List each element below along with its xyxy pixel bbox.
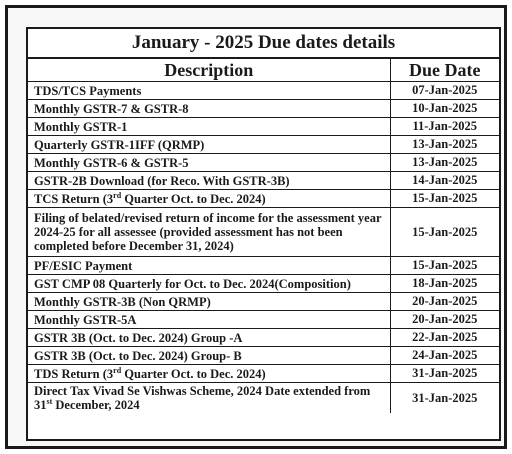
desc-text: Quarter Oct. to Dec. 2024) — [121, 366, 266, 381]
table-row — [28, 190, 499, 208]
row-description — [28, 365, 390, 383]
table-row — [28, 136, 499, 154]
row-due-date: 22-Jan-2025 — [390, 329, 499, 347]
row-description: Monthly GSTR-1 — [28, 118, 390, 136]
row-description — [28, 190, 390, 208]
page-title: January - 2025 Due dates details — [28, 29, 499, 59]
row-due-date: 10-Jan-2025 — [390, 100, 499, 118]
row-due-date: 20-Jan-2025 — [390, 311, 499, 329]
row-description: Monthly GSTR-5A — [28, 311, 390, 329]
row-due-date: 24-Jan-2025 — [390, 347, 499, 365]
row-due-date: 11-Jan-2025 — [390, 118, 499, 136]
table-row — [28, 82, 499, 100]
table-row — [28, 208, 499, 257]
desc-text: December, 2024 — [52, 398, 140, 412]
row-description: GSTR-2B Download (for Reco. With GSTR-3B) — [28, 172, 390, 190]
table-row — [28, 257, 499, 275]
table-row — [28, 172, 499, 190]
table-row — [28, 311, 499, 329]
ordinal-suffix: st — [46, 396, 53, 406]
row-description: GSTR 3B (Oct. to Dec. 2024) Group -A — [28, 329, 390, 347]
description-header: Description — [28, 59, 390, 82]
table-row — [28, 154, 499, 172]
table-row — [28, 100, 499, 118]
row-due-date: 13-Jan-2025 — [390, 154, 499, 172]
row-due-date: 15-Jan-2025 — [390, 190, 499, 208]
row-description: Filing of belated/revised return of income for the assessment year 2024-25 for all assessee (provided assessment has not been completed before December 31, 2024) — [28, 208, 390, 257]
ordinal-suffix: rd — [113, 365, 122, 375]
row-description: Monthly GSTR-6 & GSTR-5 — [28, 154, 390, 172]
row-due-date: 07-Jan-2025 — [390, 82, 499, 100]
row-due-date: 15-Jan-2025 — [390, 208, 499, 257]
row-description: PF/ESIC Payment — [28, 257, 390, 275]
row-description: Monthly GSTR-7 & GSTR-8 — [28, 100, 390, 118]
row-description: TDS/TCS Payments — [28, 82, 390, 100]
desc-text: Quarter Oct. to Dec. 2024) — [121, 191, 266, 206]
table-row — [28, 118, 499, 136]
row-due-date: 14-Jan-2025 — [390, 172, 499, 190]
table-row — [28, 275, 499, 293]
row-due-date: 15-Jan-2025 — [390, 257, 499, 275]
row-description — [28, 383, 390, 414]
outer-frame — [5, 5, 507, 449]
desc-text: TCS Return (3 — [34, 191, 114, 206]
due-dates-table — [28, 59, 499, 413]
row-description: GSTR 3B (Oct. to Dec. 2024) Group- B — [28, 347, 390, 365]
row-due-date: 13-Jan-2025 — [390, 136, 499, 154]
row-due-date: 18-Jan-2025 — [390, 275, 499, 293]
row-description: Monthly GSTR-3B (Non QRMP) — [28, 293, 390, 311]
row-due-date: 31-Jan-2025 — [390, 383, 499, 414]
row-due-date: 20-Jan-2025 — [390, 293, 499, 311]
table-row — [28, 293, 499, 311]
desc-text: Direct Tax Vivad Se Vishwas Scheme, 2024 Date extended from 31 — [34, 384, 371, 412]
row-due-date: 31-Jan-2025 — [390, 365, 499, 383]
row-description: GST CMP 08 Quarterly for Oct. to Dec. 2024(Composition) — [28, 275, 390, 293]
table-header-row — [28, 59, 499, 82]
row-description: Quarterly GSTR-1IFF (QRMP) — [28, 136, 390, 154]
ordinal-suffix: rd — [113, 190, 122, 200]
table-row — [28, 329, 499, 347]
due-dates-panel — [26, 27, 501, 441]
due-date-header: Due Date — [390, 59, 499, 82]
table-row — [28, 347, 499, 365]
desc-text: TDS Return (3 — [34, 366, 114, 381]
table-row — [28, 383, 499, 414]
table-row — [28, 365, 499, 383]
